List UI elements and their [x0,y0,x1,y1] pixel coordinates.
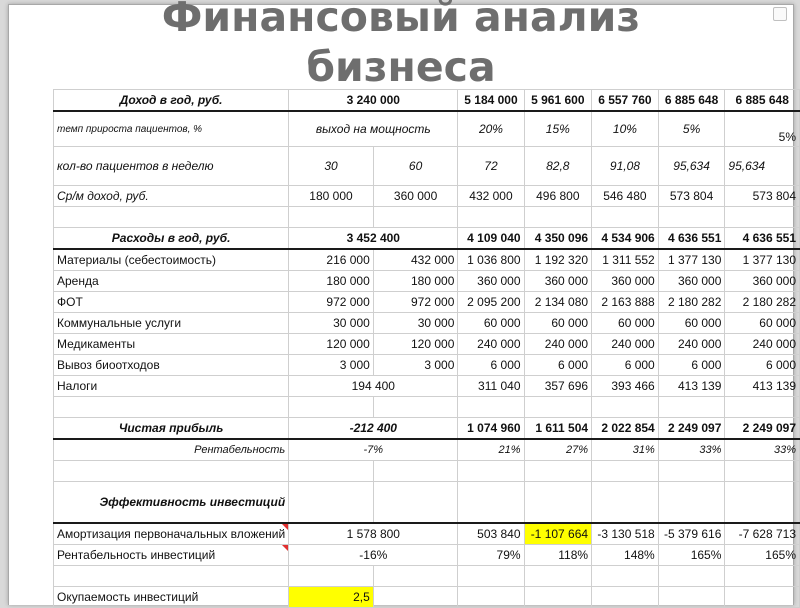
table-row-net-profit [54,418,800,440]
table-row-materials [54,249,800,271]
cell[interactable]: 496 800 [524,186,592,207]
cell[interactable]: 413 139 [658,376,725,397]
cell[interactable]: 360 000 [373,186,458,207]
cell[interactable]: 972 000 [289,292,374,313]
cell[interactable]: 30 000 [373,313,458,334]
cell[interactable]: 1 377 130 [725,249,800,271]
cell[interactable]: 27% [524,439,592,461]
cell[interactable]: 2 134 080 [524,292,592,313]
cell[interactable]: 60 000 [658,313,725,334]
row-label-taxes: Налоги [54,376,289,397]
cell[interactable]: 240 000 [725,334,800,355]
cell[interactable]: 1 578 800 [289,523,458,545]
cell[interactable]: 3 240 000 [289,90,458,112]
cell[interactable]: 413 139 [725,376,800,397]
cell[interactable]: 3 452 400 [289,228,458,250]
table-row-utilities [54,313,800,334]
cell[interactable]: 357 696 [524,376,592,397]
table-row-spacer [54,397,800,418]
row-label-amortization: Амортизация первоначальных вложений [54,523,289,545]
cell[interactable]: 546 480 [592,186,659,207]
table-row-invest-header [54,482,800,524]
row-label-patients: кол-во пациентов в неделю [54,147,289,186]
row-label-materials: Материалы (себестоимость) [54,249,289,271]
cell[interactable]: 1 611 504 [524,418,592,440]
cell[interactable]: 2 095 200 [458,292,524,313]
cell[interactable]: 20% [458,111,524,147]
row-label-expenses: Расходы в год, руб. [54,228,289,250]
table-row-growth [54,111,800,147]
cell[interactable]: -212 400 [289,418,458,440]
table-row-medicine [54,334,800,355]
cell[interactable]: 60 000 [524,313,592,334]
cell[interactable]: 165% [725,545,800,566]
cell[interactable]: 95,634 [725,147,800,186]
cell[interactable]: 216 000 [289,249,374,271]
cell[interactable]: 360 000 [725,271,800,292]
cell[interactable]: 573 804 [725,186,800,207]
cell[interactable]: 60 000 [458,313,524,334]
cell[interactable]: 2 249 097 [725,418,800,440]
cell[interactable]: 2 249 097 [658,418,725,440]
cell[interactable]: 5% [658,111,725,147]
cell[interactable]: 194 400 [289,376,458,397]
cell[interactable]: 6 885 648 [658,90,725,112]
row-label-income: Доход в год, руб. [54,90,289,112]
cell[interactable]: 3 000 [373,355,458,376]
cell[interactable]: 2 163 888 [592,292,659,313]
table-row-profitability [54,439,800,461]
table-row-avg-income [54,186,800,207]
table-row-waste [54,355,800,376]
cell[interactable]: 91,08 [592,147,659,186]
cell[interactable]: 4 636 551 [725,228,800,250]
cell[interactable]: 6 557 760 [592,90,659,112]
cell[interactable]: 148% [592,545,659,566]
cell[interactable]: 240 000 [592,334,659,355]
cell[interactable]: -3 130 518 [592,523,659,545]
page-title [9,0,793,93]
cell[interactable]: 2 180 282 [725,292,800,313]
cell[interactable]: 503 840 [458,523,524,545]
cell[interactable]: -7% [289,439,458,461]
cell[interactable]: 1 377 130 [658,249,725,271]
row-label-net-profit: Чистая прибыль [54,418,289,440]
cell[interactable]: 240 000 [524,334,592,355]
table-row-expenses [54,228,800,250]
cell[interactable]: 120 000 [373,334,458,355]
row-label-growth: темп прироста пациентов, % [54,111,289,147]
table-row-taxes [54,376,800,397]
cell[interactable]: 6 885 648 [725,90,800,112]
cell[interactable]: 33% [658,439,725,461]
cell[interactable]: -5 379 616 [658,523,725,545]
cell[interactable]: 60 000 [592,313,659,334]
cell[interactable]: 180 000 [289,271,374,292]
table-row-payback [54,587,800,608]
row-label-medicine: Медикаменты [54,334,289,355]
cell-highlighted[interactable]: -1 107 664 [524,523,592,545]
row-label-payback: Окупаемость инвестиций [54,587,289,608]
cell[interactable]: 360 000 [524,271,592,292]
cell[interactable]: 4 636 551 [658,228,725,250]
table-row-income [54,90,800,112]
cell[interactable]: 5 961 600 [524,90,592,112]
cell[interactable]: 2 022 854 [592,418,659,440]
cell[interactable]: 118% [524,545,592,566]
financial-table [53,89,800,608]
cell[interactable]: 10% [592,111,659,147]
cell[interactable]: 972 000 [373,292,458,313]
cell[interactable]: выход на мощность [289,111,458,147]
cell[interactable]: 432 000 [373,249,458,271]
cell-highlighted[interactable]: 2,5 [289,587,374,608]
row-label-waste: Вывоз биоотходов [54,355,289,376]
cell[interactable]: 30 000 [289,313,374,334]
title-line-2: бизнеса [306,43,496,91]
cell[interactable]: 393 466 [592,376,659,397]
cell[interactable]: 1 192 320 [524,249,592,271]
cell[interactable]: -16% [289,545,458,566]
cell[interactable]: 180 000 [289,186,374,207]
cell[interactable]: 1 036 800 [458,249,524,271]
cell[interactable]: 6 000 [658,355,725,376]
cell[interactable]: 33% [725,439,800,461]
table-row-amortization [54,523,800,545]
cell[interactable]: 6 000 [725,355,800,376]
cell[interactable]: 240 000 [658,334,725,355]
cell[interactable]: 6 000 [458,355,524,376]
cell[interactable]: 360 000 [592,271,659,292]
cell[interactable]: 60 000 [725,313,800,334]
cell[interactable]: 6 000 [524,355,592,376]
cell[interactable]: 4 350 096 [524,228,592,250]
cell[interactable]: 120 000 [289,334,374,355]
cell[interactable]: 180 000 [373,271,458,292]
cell[interactable]: 21% [458,439,524,461]
cell[interactable]: 82,8 [524,147,592,186]
cell[interactable]: 31% [592,439,659,461]
cell[interactable]: 30 [289,147,374,186]
cell[interactable]: 72 [458,147,524,186]
table-row-spacer [54,207,800,228]
cell[interactable]: 79% [458,545,524,566]
cell[interactable]: 15% [524,111,592,147]
cell[interactable]: 311 040 [458,376,524,397]
cell[interactable]: 2 180 282 [658,292,725,313]
cell[interactable]: 573 804 [658,186,725,207]
cell[interactable]: 6 000 [592,355,659,376]
cell[interactable]: 240 000 [458,334,524,355]
cell[interactable]: 1 074 960 [458,418,524,440]
cell[interactable]: 165% [658,545,725,566]
cell[interactable]: 4 534 906 [592,228,659,250]
row-label-invest-return: Рентабельность инвестиций [54,545,289,566]
cell[interactable]: -7 628 713 [725,523,800,545]
cell[interactable]: 60 [373,147,458,186]
row-label-utilities: Коммунальные услуги [54,313,289,334]
table-row-invest-return [54,545,800,566]
table-row-spacer [54,461,800,482]
cell[interactable]: 360 000 [658,271,725,292]
table-row-patients [54,147,800,186]
title-line-1: Финансовый анализ [161,0,641,41]
cell[interactable]: 1 311 552 [592,249,659,271]
table-row-rent [54,271,800,292]
cell[interactable]: 3 000 [289,355,374,376]
row-label-rent: Аренда [54,271,289,292]
table-row-payroll [54,292,800,313]
row-label-payroll: ФОТ [54,292,289,313]
row-label-invest-efficiency: Эффективность инвестиций [54,482,289,524]
row-label-profitability: Рентабельность [54,439,289,461]
cell[interactable]: 4 109 040 [458,228,524,250]
cell[interactable]: 5 184 000 [458,90,524,112]
row-label-avg-income: Ср/м доход, руб. [54,186,289,207]
cell[interactable]: 5% [725,111,800,147]
cell[interactable]: 95,634 [658,147,725,186]
cell[interactable]: 360 000 [458,271,524,292]
cell[interactable]: 432 000 [458,186,524,207]
table-row-spacer [54,566,800,587]
